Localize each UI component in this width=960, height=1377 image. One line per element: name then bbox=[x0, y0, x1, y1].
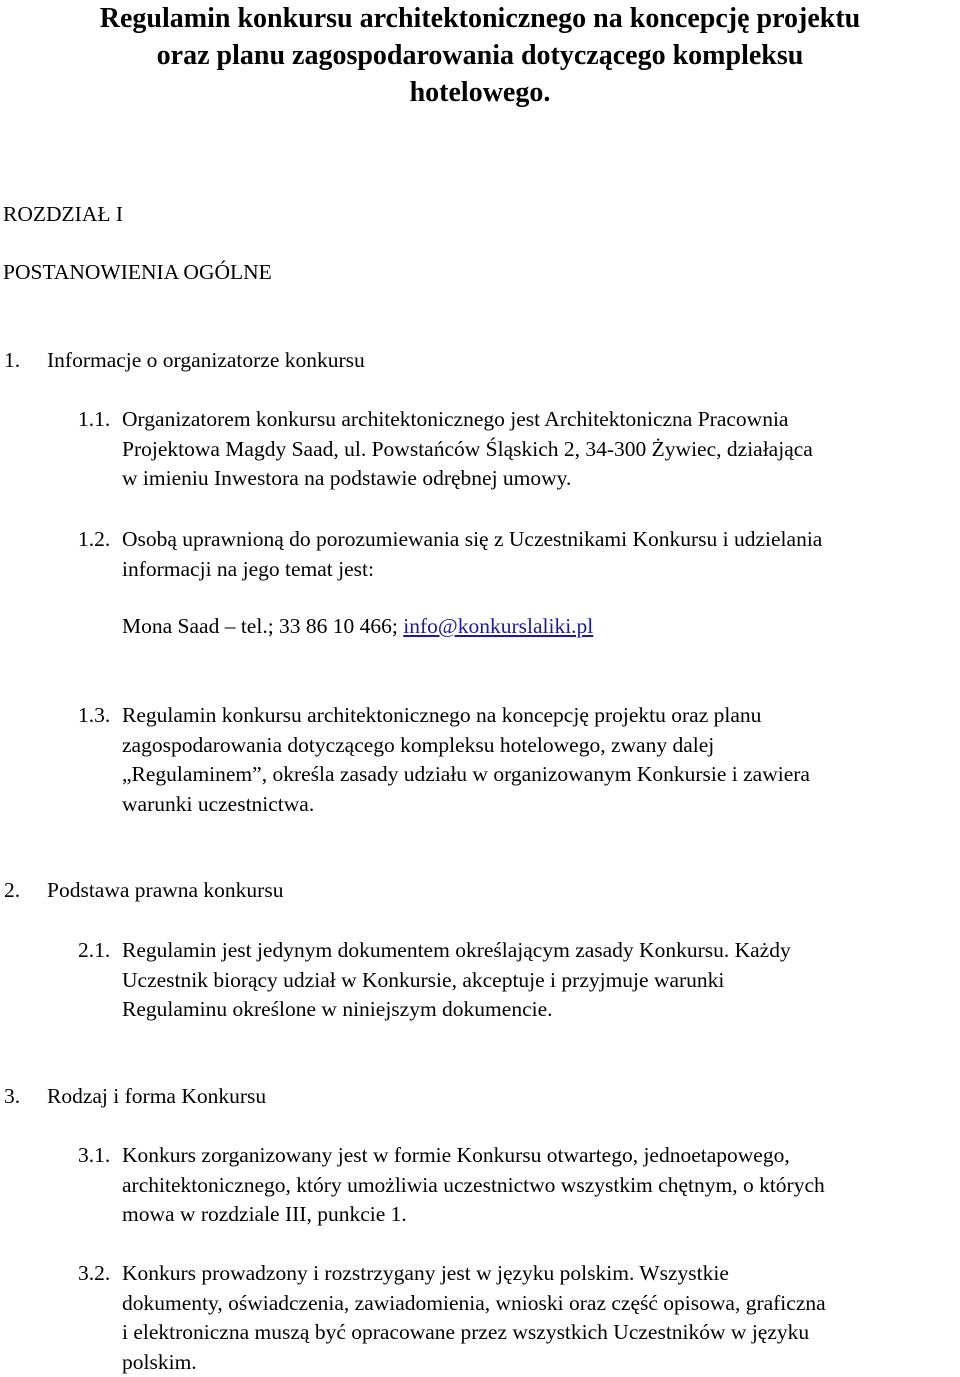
section-number: 1. bbox=[4, 348, 21, 372]
item-number: 3.1. bbox=[78, 1143, 111, 1167]
section-title: Informacje o organizatorze konkursu bbox=[47, 348, 365, 372]
text-line: informacji na jego temat jest: bbox=[122, 556, 374, 581]
item-number: 1.2. bbox=[78, 527, 111, 551]
section-title: Podstawa prawna konkursu bbox=[47, 878, 284, 902]
text-line: mowa w rozdziale III, punkcie 1. bbox=[122, 1202, 407, 1226]
text-line: i elektroniczna muszą być opracowane przez wszystkich Uczestników w języku bbox=[122, 1320, 810, 1344]
section-number: 3. bbox=[4, 1084, 21, 1108]
text-line: Regulamin konkursu architektonicznego na koncepcję projektu oraz planu bbox=[122, 703, 762, 727]
contact-line bbox=[122, 612, 958, 642]
item-text bbox=[122, 936, 958, 1025]
text-line: w imieniu Inwestora na podstawie odrębnej umowy. bbox=[122, 466, 572, 490]
text-line: Konkurs zorganizowany jest w formie Konkursu otwartego, jednoetapowego, bbox=[122, 1143, 790, 1167]
item-text bbox=[122, 1259, 958, 1377]
section-number: 2. bbox=[4, 878, 21, 902]
text-line: Projektowa Magdy Saad, ul. Powstańców Śląskich 2, 34-300 Żywiec, działająca bbox=[122, 436, 813, 461]
title-line: hotelowego. bbox=[409, 77, 551, 108]
item-text bbox=[122, 525, 958, 584]
text-line: dokumenty, oświadczenia, zawiadomienia, wnioski oraz część opisowa, graficzna bbox=[122, 1290, 826, 1315]
contact-email-link[interactable]: info@konkurslaliki.pl bbox=[403, 614, 594, 638]
text-line: Uczestnik biorący udział w Konkursie, akceptuje i przyjmuje warunki bbox=[122, 967, 725, 992]
text-line: Regulaminu określone w niniejszym dokumencie. bbox=[122, 997, 553, 1021]
text-line: Konkurs prowadzony i rozstrzygany jest w języku polskim. Wszystkie bbox=[122, 1261, 729, 1285]
text-line: Organizatorem konkursu architektonicznego jest Architektoniczna Pracownia bbox=[122, 407, 789, 431]
item-number: 3.2. bbox=[78, 1261, 111, 1285]
chapter-label: ROZDZIAŁ I bbox=[3, 202, 124, 226]
item-number: 1.1. bbox=[78, 407, 111, 431]
text-line: warunki uczestnictwa. bbox=[122, 791, 315, 816]
text-line: zagospodarowania dotyczącego kompleksu hotelowego, zwany dalej bbox=[122, 732, 715, 757]
item-text bbox=[122, 405, 958, 494]
document-title bbox=[0, 0, 960, 111]
item-text bbox=[122, 1141, 958, 1230]
title-line: oraz planu zagospodarowania dotyczącego kompleksu bbox=[156, 40, 804, 71]
text-line: architektonicznego, który umożliwia uczestnictwo wszystkim chętnym, o których bbox=[122, 1172, 825, 1197]
text-line: „Regulaminem”, określa zasady udziału w organizowanym Konkursie i zawiera bbox=[122, 762, 810, 786]
title-line: Regulamin konkursu architektonicznego na koncepcję projektu bbox=[99, 3, 861, 34]
item-number: 1.3. bbox=[78, 703, 111, 727]
text-line: polskim. bbox=[122, 1349, 197, 1374]
item-number: 2.1. bbox=[78, 938, 111, 962]
section-title: Rodzaj i forma Konkursu bbox=[47, 1084, 267, 1108]
item-text bbox=[122, 701, 958, 819]
text-line: Regulamin jest jedynym dokumentem określającym zasady Konkursu. Każdy bbox=[122, 938, 791, 962]
chapter-name: POSTANOWIENIA OGÓLNE bbox=[3, 260, 272, 284]
text-line: Osobą uprawnioną do porozumiewania się z Uczestnikami Konkursu i udzielania bbox=[122, 527, 823, 551]
contact-text: Mona Saad – tel.; 33 86 10 466; bbox=[122, 614, 404, 638]
